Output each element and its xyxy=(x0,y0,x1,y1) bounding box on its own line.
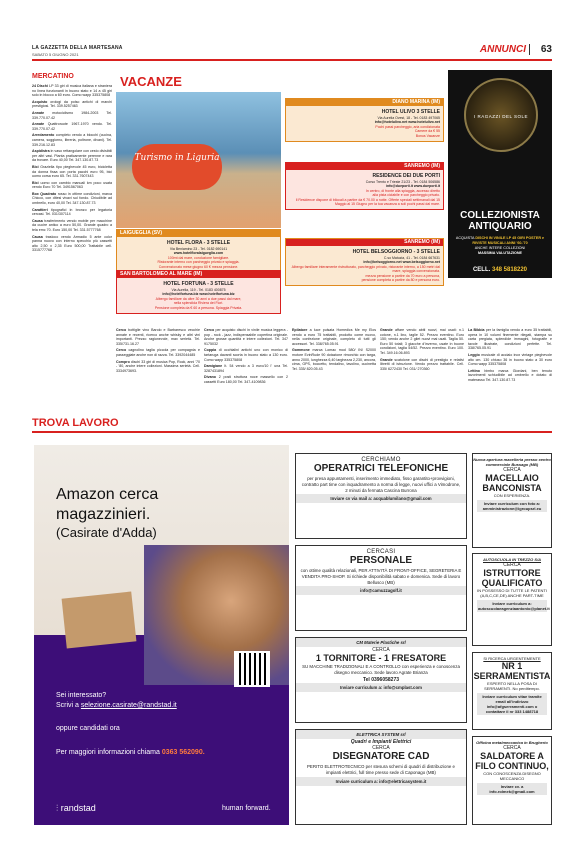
liguria-photo xyxy=(116,92,281,228)
job-head: CERCHIAMO xyxy=(361,457,401,463)
classified-lead: La Bibbia xyxy=(468,328,485,332)
classified-text: bottiglie vino Barolo e Barbaresco vecchie annate e recenti, ricerco anche whisky e altri vini importanti. Prezzo ragionevole, max serietà. Tel. 335/731.16.27 xyxy=(116,328,201,346)
job-cerca: CERCA xyxy=(372,745,390,751)
job-contact: Inviare curriculum a: autoscuolaeagenziaantonio@planet.it xyxy=(478,601,550,611)
classified-lead: Lettino xyxy=(468,368,480,373)
job-sub: CON ESPERIENZA. xyxy=(493,493,531,498)
classified-text: per la famiglia vendo a euro 35 trattabili, opera in 10 volumi finemente rilegati, stampa su carta pregiata, splendide immagini, fotografie e tavole illustrate, condizioni perfette. Tel. 338/765.05.91 xyxy=(468,328,552,351)
job-title: DISEGNATORE CAD xyxy=(332,751,430,762)
parcel-box-image xyxy=(62,591,137,648)
classified-text: marca Lomac mod 580/ IN/ S2000 motore EvinRude 90 dotazione rimorchio con targa, anno 2000, lunghezza 6,40 larghezza 2,230, ancora, cima, GPS, boccetto, tendalino, tavolino, cucinetta Tel. 335/ 820.05.43 xyxy=(292,348,377,371)
job-cerca: CERCA xyxy=(503,467,521,473)
job-head: Officina metalmeccanica in Brugherio xyxy=(476,740,548,745)
classified-lead: Cerco xyxy=(204,328,215,332)
job-head: Nuova apertura macelleria presso centro commerciale Bussago (MB) xyxy=(473,457,551,467)
classified-text: affare vendo abiti nuovi, mai usati: n.1 cotone, n.1 lino, taglie 52. Prezzo eventino. Euro 150; vendo anche 2 gilet nuovi mai usati. Taglia 50. Euro 50 totali; 3 giacche d'inverno, usate in buone condizioni, taglia 54/52. Prezzo eventino. Euro 100. Tel. 349.16.06.893 xyxy=(380,328,464,355)
cell-number: 348 5818220 xyxy=(491,267,528,273)
amazon-location: (Casirate d'Adda) xyxy=(56,525,157,540)
classified-text: musicale di acciaio inox vintage pieghevole alto cm. 130 chiuso 36 in buono stato a 30 euro Como wapp 335375808 xyxy=(468,352,552,367)
hotel-address: Via Aurelia, 119 - Tel. 0183 400875 xyxy=(171,288,226,292)
region-label: SANREMO (IM) xyxy=(286,239,443,246)
job-body: SU MACCHINE TRADIZIONALI E A CONTROLLO con esperienza e conoscenza disegno meccanico. Sede lavoro Agrate Brianza xyxy=(302,664,460,675)
hotel-line: Ristorante interno con parcheggio privato e spiaggia. xyxy=(157,260,240,265)
classified-item xyxy=(32,111,112,120)
collezionista-title: COLLEZIONISTA ANTIQUARIO xyxy=(460,210,540,232)
question-line: Scrivi a xyxy=(56,702,79,709)
question-line: Sei interessato? xyxy=(56,692,107,699)
classified-item xyxy=(204,375,288,384)
desc-part: DISCHI IN VINILE LP 45 GIRI POSTER e RIVISTE MUSICALI ANNI '60-'70 xyxy=(472,236,545,245)
phone-number: 0363 562090. xyxy=(161,749,205,756)
job-title: NR 1 SERRAMENTISTA xyxy=(473,661,551,681)
job-body: con ottime qualità relazionali, PER ATTIVITÀ DI FRONT-OFFICE, SEGRETERIA E VENDITA PRO-SHOP. Si richiede disponibilità sabato e domenica. Sede di lavoro Bellusco (MB) xyxy=(300,568,462,585)
classified-item xyxy=(116,348,200,357)
job-contact-email: info.rolmek@gmail.com xyxy=(489,789,535,794)
job-contact: Inviare cv via mail a: acquablumilano@gmail.com xyxy=(296,494,466,503)
job-body: per presa appuntamenti, inserimento immediato, fisso garantito+provvigioni, contratto part time con inquadramento a norma di legge, nuovi uffici a Vimodrone, 2 minuti da fermata Cascina Burrona xyxy=(301,476,461,493)
amazon-headline: Amazon cerca magazzinieri. xyxy=(56,486,159,523)
job-contact-label: Inviare cv. a xyxy=(500,784,524,789)
classified-lead: Acquisto xyxy=(32,99,48,104)
job-contact: Inviare curriculum a: info@elettricasystem.it xyxy=(296,777,466,786)
classified-text: trasferimento vendo mobile per macchine da cucire antico a euro 50,00. Grande quadro a tela emc 70. Euro 150,00 Tel. 331.5777768 xyxy=(32,218,113,233)
classified-item xyxy=(32,165,112,179)
classified-lead: Cerco xyxy=(116,328,127,332)
classified-lead: Leggio xyxy=(468,352,480,357)
classified-item xyxy=(32,122,112,131)
classified-item xyxy=(116,328,200,346)
classified-text: Quattroruote 1967-1970 vendo. Tel. 339.770.07.42 xyxy=(32,122,112,131)
classified-item xyxy=(32,149,112,163)
section-title: ANNUNCI xyxy=(479,44,526,55)
residence-due-porti-card xyxy=(285,162,444,210)
job-phone: Tel 0396058273 xyxy=(362,676,400,683)
job-cerca: CERCA xyxy=(503,562,521,568)
amazon-contact-panel xyxy=(34,685,289,825)
classified-text: scatolone con dischi di prestigio e relativi libretti di istruzione. Vendo prezzo trattabile. Cell. 335/ 6272430 Tel. 031/ 270360 xyxy=(380,357,465,371)
region-label: SAN BARTOLOMEO AL MARE (IM) xyxy=(117,271,280,278)
region-label: LAIGUEGLIA (SV) xyxy=(117,230,280,237)
job-ad-personale xyxy=(295,545,467,631)
turismo-badge: Turismo in Liguria xyxy=(132,144,222,190)
job-ad-macellaio xyxy=(472,453,552,548)
classified-lead: Annate xyxy=(32,110,45,115)
job-ad-saldatore xyxy=(472,736,552,825)
cell-label: CELL. xyxy=(472,267,491,273)
vacanze-ad xyxy=(116,70,444,322)
hotel-web: www.hotelfloralaigueglia.com xyxy=(173,251,224,256)
classified-item xyxy=(204,328,288,346)
classified-text: di occhialini antichi uno con monico di tartaruga davanti scorta in buono stato a 130 euro. Como wapp 335375808 xyxy=(204,348,288,362)
hotel-line: alla pista ciclabile e con parcheggio privato. xyxy=(372,193,440,198)
classified-text: a luce pulsata Homedics Me my Elos vendo a euro 75 trattabili, prodotto come nuovo, nella confezione originale, completo di tutti gli accessori. Tel. 338/765.05.91 xyxy=(292,328,377,346)
classified-text: 2 posti struttura noce massello con 2 cassetti Euro 180,00 Tel. 347-4109836 xyxy=(204,375,289,384)
classified-item xyxy=(468,353,552,367)
hotel-line: Il Residence dispone di bilocali a partire da € 70.00 a notte. Offerte speciali settimanali dal 15 Maggio al 15 Giugno per la tua vacanza a soli pochi passi dal mare. xyxy=(295,197,440,207)
randstad-icon: ⫶ xyxy=(56,803,61,813)
classified-lead: Gommone xyxy=(292,348,310,353)
classified-lead: Divano xyxy=(204,375,216,380)
classified-item xyxy=(32,208,112,217)
newspaper-name: LA GAZZETTA DELLA MARTESANA xyxy=(32,45,123,51)
job-contact: Inviare curriculum a: info@cmplast.com xyxy=(296,683,466,692)
desc-part: ACQUISTA xyxy=(455,236,475,240)
job-ad-operatrici xyxy=(295,453,467,539)
job-ad-disegnatore xyxy=(295,729,467,825)
job-sub: CON CONOSCENZA DISEGNO MECCANICO xyxy=(483,771,541,781)
job-contact: Inviare curriculum vitae tramite email all'indirizzo info@afgserramenti.com o contattare il nr 333 1488718 xyxy=(477,693,547,715)
classified-text: cagnolino taglia piccola per compagnia e passeggiate anche non di razza. Tel. 3392044485 xyxy=(116,348,200,357)
job-head: SI RICERCA URGENTEMENTE xyxy=(483,656,541,661)
collezionista-cell xyxy=(452,267,548,273)
hotel-line: pensione completa a partire da 80 e persona euro. xyxy=(361,278,440,283)
hotel-web: info@hotelulivo.net www.hotelulivo.net xyxy=(374,120,440,125)
hotel-flora-card xyxy=(116,229,281,273)
job-head: CM Materie Plastiche srl xyxy=(296,638,466,647)
classified-lead: Causa xyxy=(32,234,43,239)
classified-text: motociclismo 1984-2003 Tel. 339.770.07.42 xyxy=(32,110,112,120)
classified-lead: Epilatore xyxy=(292,328,308,332)
classified-column xyxy=(380,328,464,387)
job-cerca: CERCA xyxy=(372,647,390,653)
classified-lead: Bici xyxy=(32,180,39,185)
hotel-line: Pensione completa da € 60 a persona. Spiaggia Privata. xyxy=(154,305,243,310)
header-rule xyxy=(32,59,552,61)
mercatino-title: MERCATINO xyxy=(32,73,74,80)
job-title: OPERATRICI TELEFONICHE xyxy=(313,463,449,474)
classified-lead: 24 Dischi xyxy=(32,84,48,88)
classified-text: trasloco vendo Armadio 5 ante color panna nuovo con interno specchio più cassetti alto 2,50 x 2,35 Euro 500,00 Trattabile cell. 3315777768 xyxy=(32,234,112,253)
classified-lead: Coppia xyxy=(204,348,217,353)
classified-item xyxy=(32,181,112,190)
classified-item xyxy=(380,328,464,356)
hotel-address: Via Aurelia Ovest, 18 - Tel. 0183 497065 xyxy=(377,116,440,120)
qr-code-icon[interactable] xyxy=(234,651,270,687)
hotel-address: C.so Matuzia, 41 - Tel. 0184 667631 xyxy=(383,256,440,260)
job-sub: Quadri e Impianti Elettrici xyxy=(350,739,412,745)
classified-item xyxy=(32,133,112,147)
hotel-fortuna-card xyxy=(116,270,281,314)
amazon-randstad-ad xyxy=(34,445,289,825)
hotel-address: Via Beniamino 23 - Tel. 0182 690141 xyxy=(169,247,228,251)
job-head: ELETTRICA SYSTEM srl xyxy=(296,730,466,739)
classified-column xyxy=(468,328,552,387)
ragazzi-name: I RAGAZZI DEL SOLE xyxy=(473,114,529,119)
classified-item xyxy=(204,348,288,362)
trova-lavoro-title: TROVA LAVORO xyxy=(32,417,119,429)
job-title: 1 TORNITORE - 1 FRESATORE xyxy=(315,653,447,663)
hotel-line: Bonus Vacanze xyxy=(415,133,440,138)
job-ad-tornitore xyxy=(295,637,467,723)
job-sub: IN POSSESSO DI TUTTE LE PATENTI (A,B,C,CE,DE) ANCHE PART-TIME xyxy=(477,588,547,598)
classified-item xyxy=(32,192,112,206)
page-number: 63 xyxy=(540,44,552,55)
trova-lavoro-rule xyxy=(32,431,552,433)
hotel-line: mezza pensione a partire da 70 euro a persona, xyxy=(365,273,440,278)
classified-lead: Compro xyxy=(116,359,130,364)
desc-part: MASSIMA VALUTAZIONE xyxy=(478,251,522,255)
job-cerca: CERCA xyxy=(503,745,521,751)
classified-text: tipografici in bronzo per legatoria cercasi. Tel. 031/307114 xyxy=(32,207,113,217)
classified-lead: Arredamento xyxy=(32,133,55,138)
email-link[interactable]: selezione.casirate@randstad.it xyxy=(80,702,177,709)
hotel-ulivo-card xyxy=(285,98,444,142)
classified-text: lt. 54 vendo a 3 euro/10 l' una Tel. 3287431894 xyxy=(204,364,289,373)
classified-lead: Damigiane xyxy=(204,364,223,369)
classified-lead: Annate xyxy=(32,122,45,127)
job-title: SALDATORE A FILO CONTINUO, xyxy=(475,751,549,771)
hotel-name: HOTEL FORTUNA - 3 STELLE xyxy=(163,281,234,287)
classified-column xyxy=(204,328,288,387)
classified-lead: Bici xyxy=(32,164,39,169)
classified-item xyxy=(32,235,112,253)
classified-item xyxy=(204,364,288,373)
classified-item xyxy=(292,328,376,346)
job-head: AUTOSCUOLA IN TREZZO S/A xyxy=(483,557,541,562)
job-contact: info@camuzzagolf.it xyxy=(296,586,466,595)
classified-text: completo vendo a blocchi (cucina, camera, soggiorno, libreria, poltrone, divani). Tel. 339.216.12.83 xyxy=(32,133,112,147)
hotel-web: info@hotelfortuna.biz www.hotelfortuna.biz xyxy=(162,292,235,297)
classified-lead: Carattieri xyxy=(32,207,48,212)
classified-lead: Aspidistra xyxy=(32,149,50,154)
hotel-line: Pochi passi parcheggio, aria condizionata xyxy=(375,124,440,129)
classified-item xyxy=(116,360,200,374)
classified-item xyxy=(32,219,112,233)
randstad-logo xyxy=(56,803,96,814)
job-title: MACELLAIO BANCONISTA xyxy=(482,473,542,493)
hotel-line: nella splendida Riviera dei Fiori. xyxy=(173,301,224,306)
hotel-line: Albergo familiare da oltre 30 anni a due passi dal mare, xyxy=(155,296,242,301)
job-sub: ESPERTO NELLA POSA DI SERRAMENTI. No perditempo. xyxy=(484,681,540,691)
classified-item xyxy=(32,100,112,109)
hotel-name: HOTEL FLORA - 3 STELLE xyxy=(166,240,231,246)
classified-lead: Cerco xyxy=(116,348,127,353)
hotel-line: 100mt dal mare, conduzione famigliare. xyxy=(167,255,230,260)
classified-text: dischi 33 giri di musica Pop, Rock, anni '70 - '80, anche intere collezioni. Massima serietà. Cell. 3334973693. xyxy=(116,359,201,373)
mercatino-column xyxy=(32,84,112,255)
issue-date: SABATO 5 GIUGNO 2021 xyxy=(32,52,79,57)
hotel-name: RESIDENCE DEI DUE PORTI xyxy=(372,173,440,179)
classified-text: orologi da polso antichi di marchi prestigiosi. Tel. 339.5257463 xyxy=(32,99,113,109)
amazon-info xyxy=(56,749,205,756)
header-divider xyxy=(529,44,530,55)
hotel-line: Albergo familiare interamente ristrutturato, parcheggio privato, ristorante interno, a 150 metri dal mare, spiaggia convenzionata. xyxy=(291,264,440,274)
classified-item xyxy=(32,84,112,98)
classified-item xyxy=(468,369,552,383)
hotel-web: info@dueporti.it www.dueporti.it xyxy=(385,184,440,189)
hotel-name: HOTEL ULIVO 3 STELLE xyxy=(381,109,440,115)
vacanze-title: VACANZE xyxy=(120,74,182,89)
job-contact xyxy=(477,783,547,795)
collezionista-ad xyxy=(448,70,552,278)
classified-column xyxy=(292,328,376,387)
desc-part: ANCHE INTERE COLLEZIONI xyxy=(474,246,526,250)
classified-text: bimbo marca Giordani, ben tenuto lavorimenti schiudibile ad ombrello e dotato di materasso Tel. 347.130.87.73 xyxy=(468,368,553,382)
classified-text: in vaso rettangolare con cesto divisibili per altri vasi. Pianta praticamente perenne e rara da trovare. Euro 40,00 Tel. 347.130.87.73 xyxy=(32,149,112,163)
job-ad-serramentista xyxy=(472,652,552,730)
classified-text: per acquisto dischi in vinile musica leggera - pop - rock - jazz, indispensabile copertina originale. Anche grosse quantità e intere collezioni. Tel. 347 9175032 xyxy=(204,328,288,346)
info-text: Per maggiori informazioni chiama xyxy=(56,749,160,756)
classified-lead: Causa xyxy=(32,218,43,223)
classified-lead: Grande xyxy=(380,357,393,362)
apply-now-text: oppure candidati ora xyxy=(56,725,120,732)
classifieds-columns xyxy=(116,328,554,387)
classified-item xyxy=(380,358,464,372)
classified-lead: Grande xyxy=(380,328,393,332)
job-ad-istruttore xyxy=(472,553,552,646)
amazon-question xyxy=(56,691,177,711)
classified-item xyxy=(468,328,552,351)
classified-lead: Box Quadrato xyxy=(32,191,57,196)
classified-column xyxy=(116,328,200,387)
job-body: PERITO ELETTROTECNICO per stesura schemi di quadri di distribuzione e impianti elettrici, full time presso sede di Caponago (MB) xyxy=(306,764,456,775)
region-label: DIANO MARINA (IM) xyxy=(286,99,443,106)
classified-text: uomo con cambio manuali km poco usata vendo Euro 70 Tel. 3491567063 xyxy=(32,180,112,190)
hotel-line: Convenzionato mese giugno 60 € mezza pensione. xyxy=(158,264,239,269)
classified-item xyxy=(292,348,376,371)
hotel-web: info@belsoggiorno.net www.belsoggiorno.net xyxy=(363,260,440,265)
classified-text: rosso in ottime condizioni, marca Chicco, con ditesi vivavi sul fondo. Chiudibile ad ombrello, euro 40,00 Tel. 347.130.87.73 xyxy=(32,191,112,206)
hotel-name: HOTEL BELSOGGIORNO - 3 STELLE xyxy=(352,249,440,255)
page-header xyxy=(32,42,552,62)
hotel-address: Corso Trento e Trieste 21/23 - Tel. 0184 506586 xyxy=(365,180,440,184)
randstad-name: randstad xyxy=(60,803,96,813)
hotel-line: Camere da € 55 xyxy=(414,129,440,134)
region-label: SANREMO (IM) xyxy=(286,163,443,170)
job-title: PERSONALE xyxy=(349,555,413,566)
classified-text: Graziella tipo pieghevole 45 euro, bicicletta da donna fissa con porta pacchi euro 95, bici uomo corsa euro 65. Tel. 331.7607443 xyxy=(32,164,113,179)
hotel-line: In centro, di fronte alla spiaggia, accesso diretto xyxy=(365,188,440,193)
job-contact: Inviare curriculum con foto a: amministrazione@igroupsrl.eu xyxy=(477,500,547,512)
job-title: ISTRUTTORE QUALIFICATO xyxy=(481,568,543,588)
collezionista-description xyxy=(452,236,548,256)
hotel-belsoggiorno-card xyxy=(285,238,444,286)
job-head: CERCASI xyxy=(366,549,396,555)
randstad-slogan: human forward. xyxy=(222,805,271,812)
classified-text: LP 33 giri di musica italiana e straniera no linea funzionanti in buono stato e 14 a 45 giri solo in blocco a 60 euro. Como wapp 335375808 xyxy=(32,84,112,98)
